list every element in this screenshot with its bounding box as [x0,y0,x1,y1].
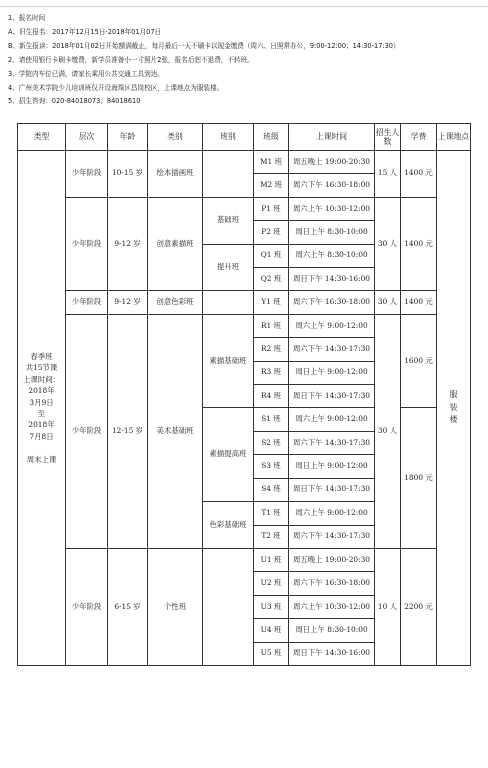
level-cell: 少年阶段 [66,314,108,548]
header-location: 上课地点 [437,124,471,151]
time-cell: 周六下午 16:30-18:00 [289,291,375,314]
table-row [18,314,471,337]
time-cell: 周六下午 16:30-18:00 [289,174,375,197]
fee-cell: 1400 元 [401,291,437,314]
age-cell: 9-12 岁 [108,197,148,291]
fee-cell: 2200 元 [401,548,437,665]
note-contact: 5、招生咨询：020-84018073；84018610 [8,97,141,106]
classtype-cell: 基础班 [203,197,254,244]
age-cell: 10-15 岁 [108,151,148,198]
note-parking: 3、学院内车位已满，请家长乘用公共交通工具到达。 [8,69,164,78]
registration-notes [8,12,482,109]
season-text: 春季班 共15节课 上课时间： 2018年 3月9日 至 2018年 7月8日 周末上课 [23,351,60,464]
category-cell: 绘本插画班 [148,151,203,198]
table-row [18,291,471,314]
class-cell: Q2 班 [254,268,289,291]
classtype-cell: 素描基础班 [203,314,254,408]
class-cell: U1 班 [254,548,289,571]
season-cell [18,151,66,666]
time-cell: 周日下午 14:30-17:30 [289,478,375,501]
class-cell: M2 班 [254,174,289,197]
fee-cell: 1400 元 [401,151,437,198]
header-class: 班级 [254,124,289,151]
class-cell: S4 班 [254,478,289,501]
category-cell: 创意色彩班 [148,291,203,314]
header-time: 上课时间 [289,124,375,151]
time-cell: 周六下午 14:30-17:30 [289,525,375,548]
count-cell: 30 人 [375,314,401,548]
time-cell: 周六上午 8:30-10:00 [289,244,375,267]
level-cell: 少年阶段 [66,197,108,291]
class-cell: U3 班 [254,595,289,618]
time-cell: 周六上午 9:00-12:00 [289,502,375,525]
class-cell: U5 班 [254,642,289,665]
category-cell: 个性班 [148,548,203,665]
note-new-students: B、新生报读：2018年01月02日开始额满截止，每月最后一天不刷卡以现金缴费（周六、日照常办公，9:00-12:00；14:30-17:30） [8,41,400,50]
class-cell: S1 班 [254,408,289,431]
fee-cell: 1800 元 [401,408,437,548]
age-cell: 9-12 岁 [108,291,148,314]
classtype-cell [203,291,254,314]
table-row [18,197,471,220]
schedule-table [17,123,471,666]
time-cell: 周五晚上 19:00-20:30 [289,151,375,174]
header-category: 类别 [148,124,203,151]
header-age: 年龄 [108,124,148,151]
class-cell: S3 班 [254,455,289,478]
level-cell: 少年阶段 [66,291,108,314]
time-cell: 周日上午 8:30-10:00 [289,619,375,642]
note-old-students: A、旧生报名：2017年12月15日-2018年01月07日 [8,27,162,36]
classtype-cell [203,151,254,198]
classtype-cell: 提升班 [203,244,254,291]
header-fee: 学费 [401,124,437,151]
header-type: 类型 [18,124,66,151]
class-cell: Q1 班 [254,244,289,267]
time-cell: 周日下午 14:30-16:00 [289,642,375,665]
time-cell: 周日上午 9:00-12:00 [289,455,375,478]
time-cell: 周日下午 14:30-16:00 [289,268,375,291]
class-cell: U2 班 [254,572,289,595]
location-cell [437,151,471,666]
top-divider [0,6,488,7]
class-cell: R1 班 [254,314,289,337]
classtype-cell: 色彩基础班 [203,502,254,549]
level-cell: 少年阶段 [66,548,108,665]
fee-cell: 1600 元 [401,314,437,408]
time-cell: 周六上午 10:30-12:00 [289,595,375,618]
class-cell: R4 班 [254,385,289,408]
class-cell: P2 班 [254,221,289,244]
class-cell: S2 班 [254,431,289,454]
class-cell: T2 班 [254,525,289,548]
level-cell: 少年阶段 [66,151,108,198]
time-cell: 周六下午 16:30-18:00 [289,572,375,595]
note-location: 4、广州美术学院少儿培训班仅开设海珠区昌岗校区，上课地点为服装楼。 [8,83,224,92]
location-text: 服装楼 [449,389,458,425]
count-cell: 15 人 [375,151,401,198]
time-cell: 周日上午 8:30-10:00 [289,221,375,244]
header-level: 层次 [66,124,108,151]
class-cell: M1 班 [254,151,289,174]
time-cell: 周六上午 10:30-12:00 [289,197,375,220]
time-cell: 周日上午 9:00-12:00 [289,361,375,384]
time-cell: 周六下午 14:30-17:30 [289,338,375,361]
table-row [18,548,471,571]
classtype-cell [203,548,254,665]
count-cell: 10 人 [375,548,401,665]
time-cell: 周六下午 14:30-17:30 [289,431,375,454]
count-cell: 30 人 [375,197,401,291]
class-cell: R2 班 [254,338,289,361]
time-cell: 周六上午 9:00-12:00 [289,314,375,337]
class-cell: T1 班 [254,502,289,525]
header-count: 招生人数 [375,124,401,151]
category-cell: 美术基础班 [148,314,203,548]
class-cell: P1 班 [254,197,289,220]
note-payment: 2、请使用银行卡刷卡缴费，新学员准备小一寸照片2张，报名后恕不退费，不转班。 [8,55,254,64]
age-cell: 6-15 岁 [108,548,148,665]
header-classtype: 班别 [203,124,254,151]
class-cell: U4 班 [254,619,289,642]
count-cell: 30 人 [375,291,401,314]
table-row [18,151,471,174]
note-heading: 1、报名时间 [8,14,46,22]
classtype-cell: 素描提高班 [203,408,254,502]
time-cell: 周五晚上 19:00-20:30 [289,548,375,571]
category-cell: 创意素描班 [148,197,203,291]
header-row [18,124,471,151]
class-cell: Y1 班 [254,291,289,314]
time-cell: 周日下午 14:30-17:30 [289,385,375,408]
class-cell: R3 班 [254,361,289,384]
fee-cell: 1400 元 [401,197,437,291]
time-cell: 周六上午 9:00-12:00 [289,408,375,431]
age-cell: 12-15 岁 [108,314,148,548]
